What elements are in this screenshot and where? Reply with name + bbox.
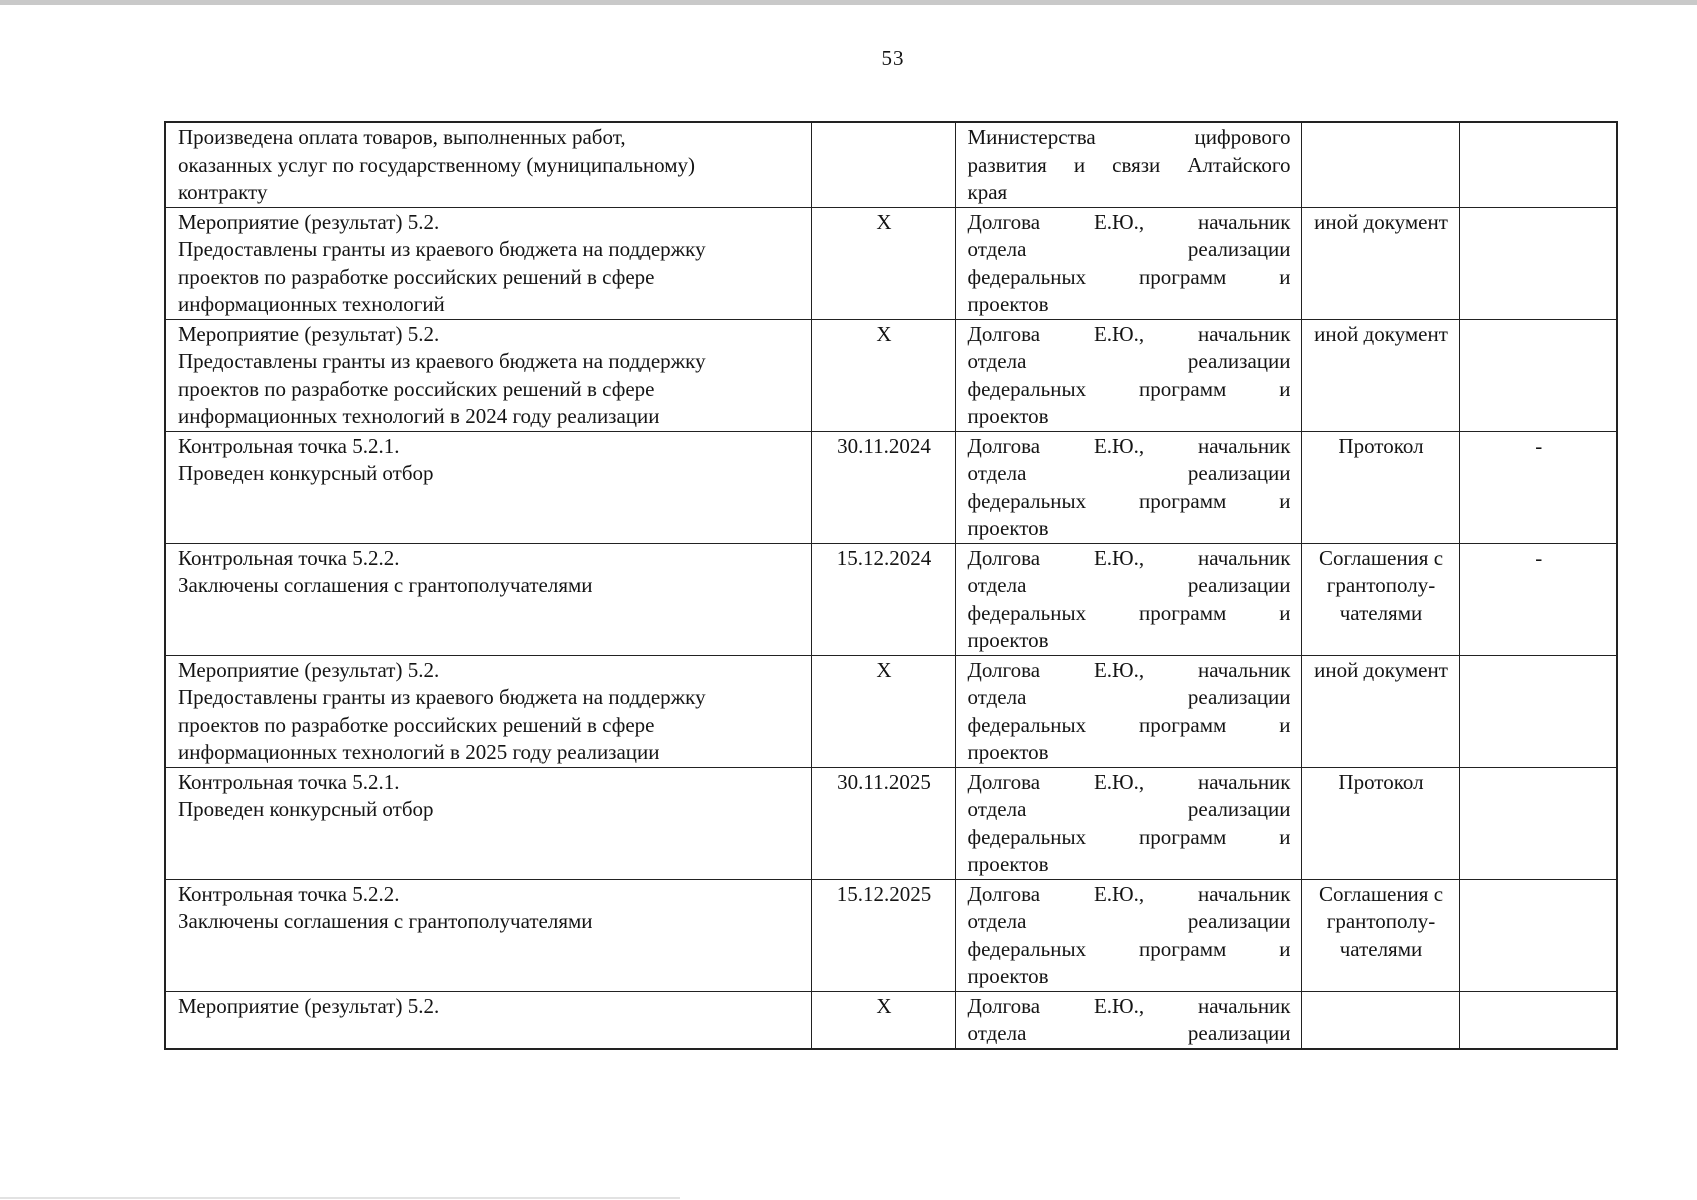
info-system-cell — [1459, 991, 1617, 1049]
activity-line: Проведен конкурсный отбор — [178, 797, 434, 821]
activity-cell — [165, 319, 811, 431]
info-system-cell — [1459, 767, 1617, 879]
page-number: 53 — [881, 46, 905, 70]
activity-cell — [165, 543, 811, 655]
responsible-line: федеральных программ и — [967, 600, 1291, 625]
responsible-line: Долгова Е.Ю., начальник — [967, 657, 1291, 682]
responsible-line: развития и связи Алтайского — [967, 152, 1291, 177]
responsible-line: отдела реализации — [967, 685, 1291, 709]
activity-line: Предоставлены гранты из краевого бюджета на поддержку — [178, 237, 706, 261]
responsible-line: Долгова Е.Ю., начальник — [967, 993, 1291, 1018]
activity-cell — [165, 431, 811, 543]
activity-line: Контрольная точка 5.2.2. — [178, 545, 400, 570]
responsible-cell — [955, 431, 1301, 543]
activity-line: контракту — [178, 180, 268, 204]
table-row — [165, 879, 1617, 991]
activity-line: Контрольная точка 5.2.2. — [178, 881, 400, 906]
responsible-line: проектов — [967, 516, 1049, 540]
responsible-line: федеральных программ и — [967, 824, 1291, 849]
activity-line: информационных технологий в 2025 году реализации — [178, 740, 660, 764]
activity-line: Предоставлены гранты из краевого бюджета на поддержку — [178, 349, 706, 373]
date-cell: X — [811, 319, 955, 431]
document-type-cell: Протокол — [1301, 431, 1459, 543]
activity-cell — [165, 207, 811, 319]
responsible-line: проектов — [967, 292, 1049, 316]
responsible-line: отдела реализации — [967, 237, 1291, 261]
responsible-cell — [955, 543, 1301, 655]
responsible-cell — [955, 879, 1301, 991]
activity-line: Контрольная точка 5.2.1. — [178, 433, 400, 458]
activity-cell — [165, 767, 811, 879]
info-system-cell — [1459, 879, 1617, 991]
responsible-cell — [955, 319, 1301, 431]
document-type-cell — [1301, 122, 1459, 207]
table-row — [165, 991, 1617, 1049]
responsible-cell — [955, 207, 1301, 319]
responsible-line: Долгова Е.Ю., начальник — [967, 769, 1291, 794]
responsible-line: отдела реализации — [967, 909, 1291, 933]
date-cell: X — [811, 655, 955, 767]
activity-line: информационных технологий — [178, 292, 445, 316]
scan-bottom-edge — [0, 1197, 680, 1199]
info-system-cell — [1459, 319, 1617, 431]
table-row — [165, 122, 1617, 207]
responsible-line: края — [967, 180, 1008, 204]
activity-line: Произведена оплата товаров, выполненных работ, — [178, 125, 626, 149]
activity-line: проектов по разработке российских решений в сфере — [178, 712, 655, 737]
activity-line: оказанных услуг по государственному (муниципальному) — [178, 152, 696, 177]
activity-cell — [165, 122, 811, 207]
document-type-cell: Соглашения с грантополу- чателями — [1301, 879, 1459, 991]
table-row — [165, 767, 1617, 879]
scan-top-edge — [0, 0, 1697, 5]
responsible-line: федеральных программ и — [967, 488, 1291, 513]
date-cell: X — [811, 207, 955, 319]
responsible-line: Долгова Е.Ю., начальник — [967, 209, 1291, 234]
activity-line: проектов по разработке российских решений в сфере — [178, 264, 655, 289]
table-row — [165, 543, 1617, 655]
responsible-line: федеральных программ и — [967, 936, 1291, 961]
table-row — [165, 319, 1617, 431]
activity-line: Контрольная точка 5.2.1. — [178, 769, 400, 794]
responsible-line: проектов — [967, 628, 1049, 652]
responsible-line: Долгова Е.Ю., начальник — [967, 321, 1291, 346]
responsible-line: Долгова Е.Ю., начальник — [967, 881, 1291, 906]
table-row — [165, 207, 1617, 319]
responsible-line: федеральных программ и — [967, 264, 1291, 289]
date-cell: 30.11.2024 — [811, 431, 955, 543]
responsible-line: отдела реализации — [967, 461, 1291, 485]
activity-line: Мероприятие (результат) 5.2. — [178, 657, 440, 682]
info-system-cell — [1459, 207, 1617, 319]
document-type-cell: иной документ — [1301, 319, 1459, 431]
activity-line: Заключены соглашения с грантополучателями — [178, 909, 593, 933]
plan-table-body — [165, 122, 1617, 1049]
responsible-cell — [955, 122, 1301, 207]
table-row — [165, 431, 1617, 543]
responsible-line: отдела реализации — [967, 797, 1291, 821]
info-system-cell: - — [1459, 431, 1617, 543]
responsible-line: Долгова Е.Ю., начальник — [967, 433, 1291, 458]
activity-line: Проведен конкурсный отбор — [178, 461, 434, 485]
date-cell: X — [811, 991, 955, 1049]
responsible-line: отдела реализации — [967, 1021, 1291, 1045]
document-type-cell: Соглашения с грантополу- чателями — [1301, 543, 1459, 655]
document-type-cell: иной документ — [1301, 655, 1459, 767]
document-type-cell — [1301, 991, 1459, 1049]
responsible-line: проектов — [967, 852, 1049, 876]
activity-line: Мероприятие (результат) 5.2. — [178, 209, 440, 234]
info-system-cell: - — [1459, 543, 1617, 655]
activity-cell — [165, 991, 811, 1049]
responsible-line: проектов — [967, 404, 1049, 428]
date-cell: 30.11.2025 — [811, 767, 955, 879]
responsible-line: Долгова Е.Ю., начальник — [967, 545, 1291, 570]
activity-line: Предоставлены гранты из краевого бюджета на поддержку — [178, 685, 706, 709]
activity-cell — [165, 655, 811, 767]
responsible-cell — [955, 655, 1301, 767]
info-system-cell — [1459, 655, 1617, 767]
activity-line: проектов по разработке российских решений в сфере — [178, 376, 655, 401]
activity-cell — [165, 879, 811, 991]
responsible-line: федеральных программ и — [967, 712, 1291, 737]
responsible-line: отдела реализации — [967, 573, 1291, 597]
responsible-line: проектов — [967, 740, 1049, 764]
activity-line: информационных технологий в 2024 году реализации — [178, 404, 660, 428]
table-row — [165, 655, 1617, 767]
info-system-cell — [1459, 122, 1617, 207]
responsible-line: отдела реализации — [967, 349, 1291, 373]
plan-table — [164, 121, 1618, 1050]
activity-line: Мероприятие (результат) 5.2. — [178, 321, 440, 346]
responsible-cell — [955, 767, 1301, 879]
responsible-line: Министерства цифрового — [967, 125, 1291, 149]
document-type-cell: Протокол — [1301, 767, 1459, 879]
date-cell: 15.12.2025 — [811, 879, 955, 991]
activity-line: Мероприятие (результат) 5.2. — [178, 993, 440, 1018]
activity-line: Заключены соглашения с грантополучателями — [178, 573, 593, 597]
date-cell: 15.12.2024 — [811, 543, 955, 655]
responsible-cell — [955, 991, 1301, 1049]
responsible-line: проектов — [967, 964, 1049, 988]
date-cell — [811, 122, 955, 207]
responsible-line: федеральных программ и — [967, 376, 1291, 401]
document-type-cell: иной документ — [1301, 207, 1459, 319]
